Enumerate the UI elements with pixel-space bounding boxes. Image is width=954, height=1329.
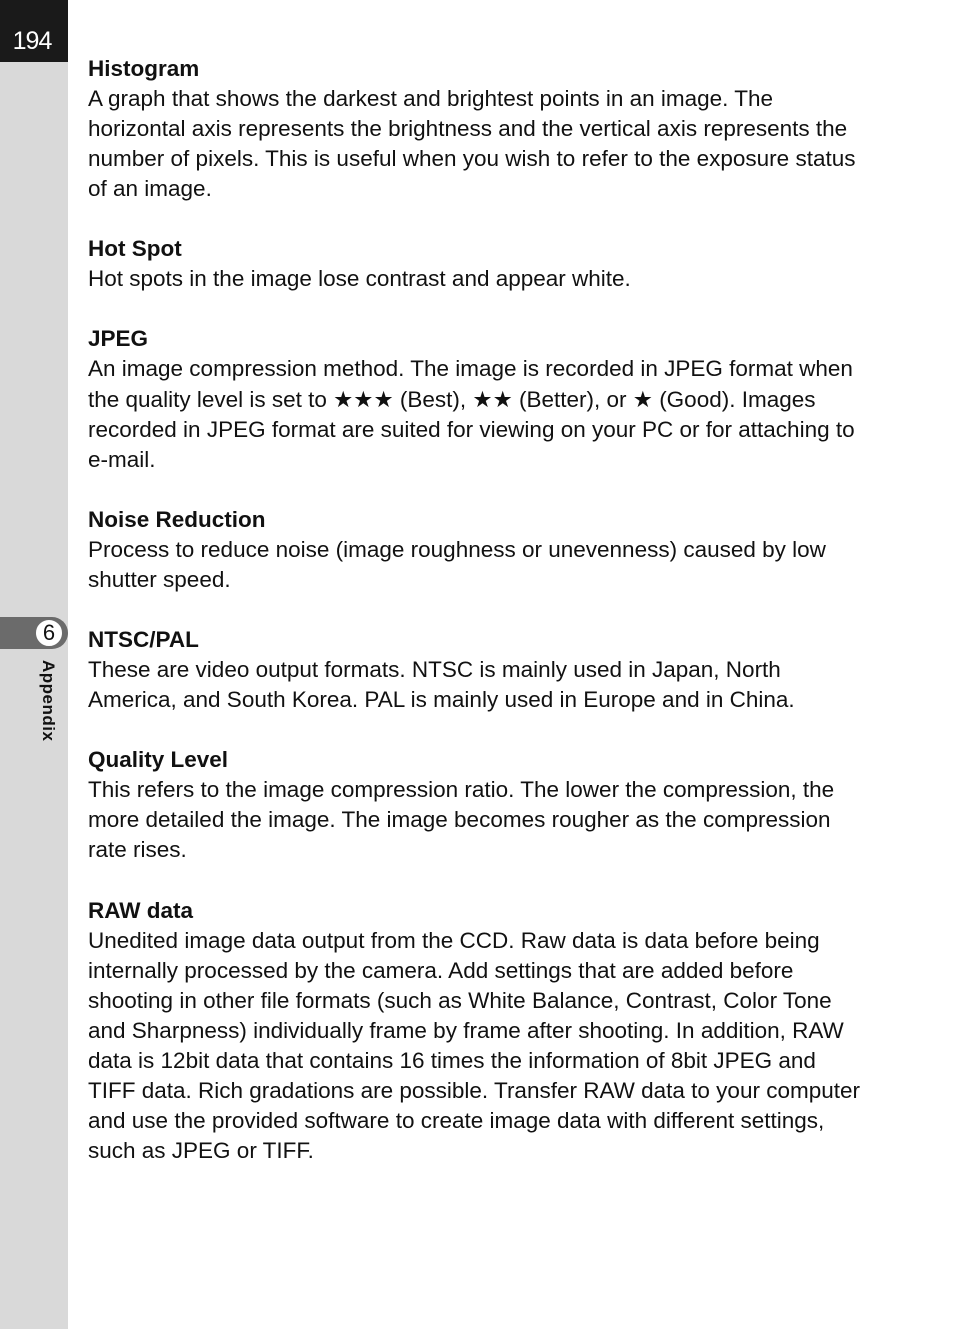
entry-title: NTSC/PAL xyxy=(88,627,199,653)
entry-title: JPEG xyxy=(88,326,149,352)
entry-body: This refers to the image compression ratio. The lower the compression, the more detailed the image. The image becomes rougher as the compression rate rises. xyxy=(88,777,835,863)
entry-title: Quality Level xyxy=(88,747,229,773)
entry-body: Process to reduce noise (image roughness or unevenness) caused by low shutter speed. xyxy=(88,536,826,592)
chapter-label: Appendix xyxy=(39,660,58,742)
glossary-entry-noise-reduction xyxy=(88,505,868,595)
glossary-entry-histogram xyxy=(88,54,868,204)
entry-body: Unedited image data output from the CCD. Raw data is data before being internally processed by the camera. Add settings that are added before shooting in other file formats (such as White Balance, Contrast, Color Tone and Sharpness) individually frame by frame after shooting. In addition, RAW data is 12bit data that contains 16 times the information of 8bit JPEG and TIFF data. Rich gradations are possible. Transfer RAW data to your computer and use the provided software to create image data with different settings, such as JPEG or TIFF. xyxy=(88,927,860,1164)
page-number: 194 xyxy=(12,27,52,55)
entry-title: Hot Spot xyxy=(88,236,182,262)
chapter-number: 6 xyxy=(34,618,64,648)
entry-body: Hot spots in the image lose contrast and appear white. xyxy=(88,266,631,292)
entry-body: A graph that shows the darkest and brightest points in an image. The horizontal axis represents the brightness and the vertical axis represents the number of pixels. This is useful when you wish to refer to the exposure status of an image. xyxy=(88,86,856,202)
glossary-entry-raw-data xyxy=(88,896,868,1167)
glossary-entry-jpeg xyxy=(88,324,868,474)
glossary-entry-hot-spot xyxy=(88,234,868,294)
glossary-entry-ntsc-pal xyxy=(88,625,868,715)
entry-body: These are video output formats. NTSC is mainly used in Japan, North America, and South Korea. PAL is mainly used in Europe and in China. xyxy=(88,657,795,713)
entry-title: Histogram xyxy=(88,56,200,81)
entry-title: Noise Reduction xyxy=(88,506,266,532)
entry-title: RAW data xyxy=(88,897,194,923)
glossary-content xyxy=(88,54,868,1196)
glossary-entry-quality-level xyxy=(88,745,868,865)
entry-body: An image compression method. The image is recorded in JPEG format when the quality level is set to ★★★ (Best), ★★ (Better), or ★ (Good). Images recorded in JPEG format are suited for viewing on your PC or for attaching to e-mail. xyxy=(88,356,855,472)
